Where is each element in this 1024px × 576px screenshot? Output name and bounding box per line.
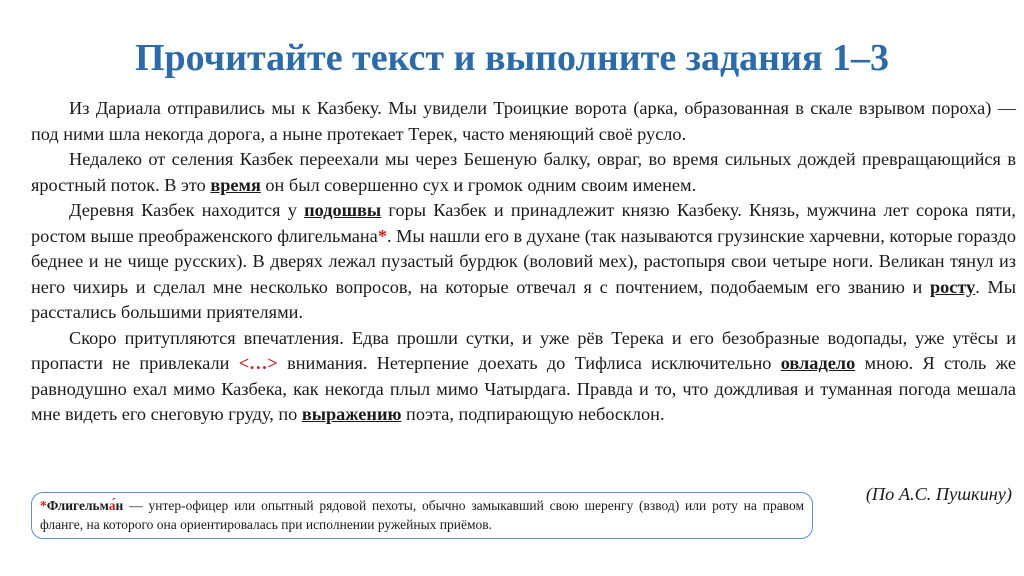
paragraph-4-text-c: мною. Я столь же равнодушно ехал мимо Казбека, как некогда плыл мимо Чатырдага. Правда и то, что дождливая и туманная погода мешала мне видеть его снеговую груду, по (31, 353, 1017, 424)
paragraph-4-text-d: поэта, подпирающую небосклон. (401, 404, 665, 424)
highlighted-word-ovladelo: овладело (780, 353, 856, 373)
footnote-definition: — унтер-офицер или опытный рядовой пехоты, обычно замыкавший свою шеренгу (взвод) или роту на правом фланге, на которого она ориентировалась при исполнении ружейных приёмов. (40, 498, 804, 532)
footnote-term-b: н (115, 498, 124, 513)
footnote-term-a: Флигельм (46, 498, 109, 513)
paragraph-1: Из Дариала отправились мы к Казбеку. Мы увидели Троицкие ворота (арка, образованная в скале взрывом пороха) — под ними шла некогда дорога, а ныне протекает Терек, часто меняющий своё русло. (31, 98, 1016, 144)
highlighted-word-vyrazheniyu: выражению (301, 404, 402, 424)
highlighted-word-rostu: росту (929, 276, 976, 297)
highlighted-word-podoshvy: подошвы (304, 200, 382, 220)
footnote-box (31, 492, 813, 539)
footnote-term-accent: а́ (108, 498, 116, 513)
paragraph-2 (31, 147, 1016, 198)
paragraph-4-text-a: Скоро притупляются впечатления. Едва прошли сутки, и уже рёв Терека и его безобразные водопады, уже утёсы и пропасти не привлекали (31, 327, 1016, 373)
paragraph-4-text-b: внимания. Нетерпение доехать до Тифлиса исключительно (277, 353, 781, 373)
paragraph-3 (31, 198, 1016, 326)
paragraph-3-text-b: горы Казбек и принадлежит князю Казбеку. Князь, мужчина лет сорока пяти, ростом выше преображенского флигельмана (31, 200, 1016, 246)
footnote-marker: * (377, 225, 387, 246)
highlighted-word-vremya: время (210, 174, 261, 195)
reading-text (31, 96, 1016, 428)
footnote-term (47, 498, 124, 513)
gap-placeholder: <…> (238, 353, 278, 373)
paragraph-2-text-a: Недалеко от селения Казбек переехали мы через Бешеную балку, овраг, во время сильных дождей превращающийся в яростный поток. В это (31, 149, 1016, 195)
paragraph-3-text-a: Деревня Казбек находится у (69, 200, 305, 220)
paragraph-3-text-d: . Мы расстались большими приятелями. (31, 276, 1017, 322)
footnote-star: * (40, 498, 47, 513)
page-title: Прочитайте текст и выполните задания 1–3 (134, 37, 890, 79)
paragraph-3-text-c: . Мы нашли его в духане (так называются грузинские харчевни, которые гораздо беднее и не чище русских). В дверях лежал пузастый бурдюк (воловий мех), растопыря свои четыре ноги. Великан тянул из него чихирь и сделал мне несколько вопросов, на которые отвечал я с почтением, подобаемым его званию и (31, 225, 1016, 297)
paragraph-2-text-b: он был совершенно сух и громок одним своим именем. (260, 174, 697, 195)
author-attribution: (По А.С. Пушкину) (865, 484, 1012, 504)
paragraph-4 (31, 326, 1016, 428)
